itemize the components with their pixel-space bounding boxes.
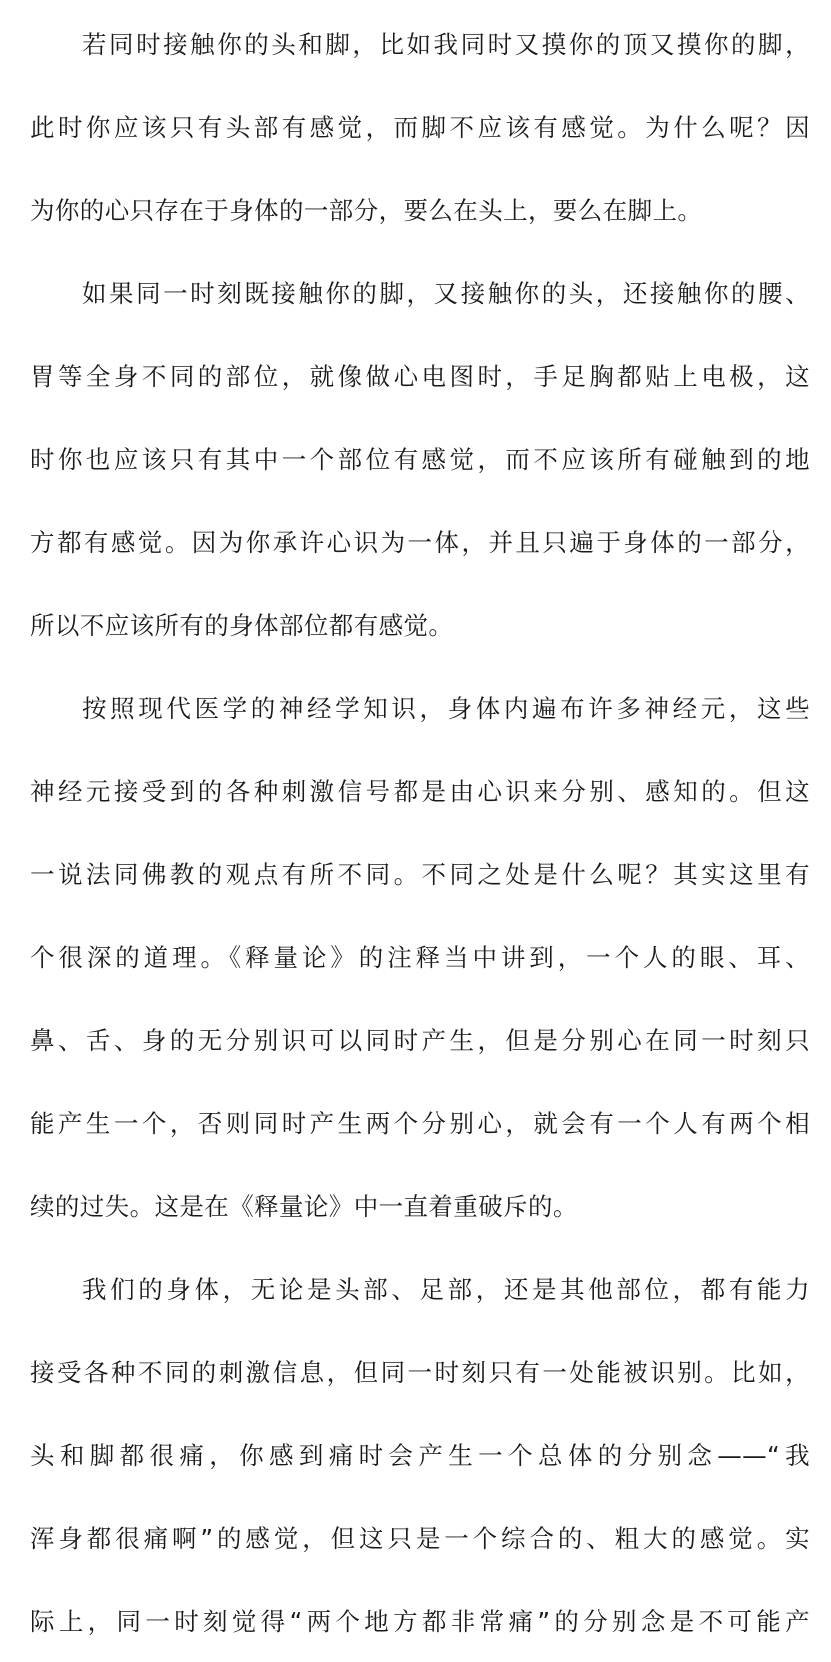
- text-line: 按照现代医学的神经学知识，身体内遍布许多神经元，这些: [82, 694, 810, 723]
- text-line: 时你也应该只有其中一个部位有感觉，而不应该所有碰触到的地: [30, 445, 810, 474]
- text-line: 一说法同佛教的观点有所不同。不同之处是什么呢？其实这里有: [30, 860, 810, 889]
- text-line: 鼻、舌、身的无分别识可以同时产生，但是分别心在同一时刻只: [30, 1026, 810, 1055]
- text-line: 此时你应该只有头部有感觉，而脚不应该有感觉。为什么呢？因: [30, 113, 810, 142]
- text-line: 个很深的道理。《释量论》的注释当中讲到，一个人的眼、耳、: [30, 943, 810, 972]
- text-line: 头和脚都很痛，你感到痛时会产生一个总体的分别念——“我: [30, 1441, 810, 1470]
- text-line: 胃等全身不同的部位，就像做心电图时，手足胸都贴上电极，这: [30, 362, 810, 391]
- text-line: 我们的身体，无论是头部、足部，还是其他部位，都有能力: [82, 1275, 810, 1304]
- text-line: 方都有感觉。因为你承许心识为一体，并且只遍于身体的一部分，: [30, 528, 810, 557]
- text-line: 神经元接受到的各种刺激信号都是由心识来分别、感知的。但这: [30, 777, 810, 806]
- text-line: 际上，同一时刻觉得“两个地方都非常痛”的分别念是不可能产: [30, 1607, 810, 1636]
- text-line: 所以不应该所有的身体部位都有感觉。: [30, 611, 454, 640]
- text-line: 能产生一个，否则同时产生两个分别心，就会有一个人有两个相: [30, 1109, 810, 1138]
- text-line: 浑身都很痛啊”的感觉，但这只是一个综合的、粗大的感觉。实: [30, 1524, 810, 1553]
- text-line: 为你的心只存在于身体的一部分，要么在头上，要么在脚上。: [30, 196, 703, 225]
- text-line: 如果同一时刻既接触你的脚，又接触你的头，还接触你的腰、: [82, 279, 810, 308]
- text-line: 若同时接触你的头和脚，比如我同时又摸你的顶又摸你的脚，: [82, 30, 810, 59]
- text-line: 接受各种不同的刺激信息，但同一时刻只有一处能被识别。比如，: [30, 1358, 810, 1387]
- text-line: 续的过失。这是在《释量论》中一直着重破斥的。: [30, 1192, 578, 1221]
